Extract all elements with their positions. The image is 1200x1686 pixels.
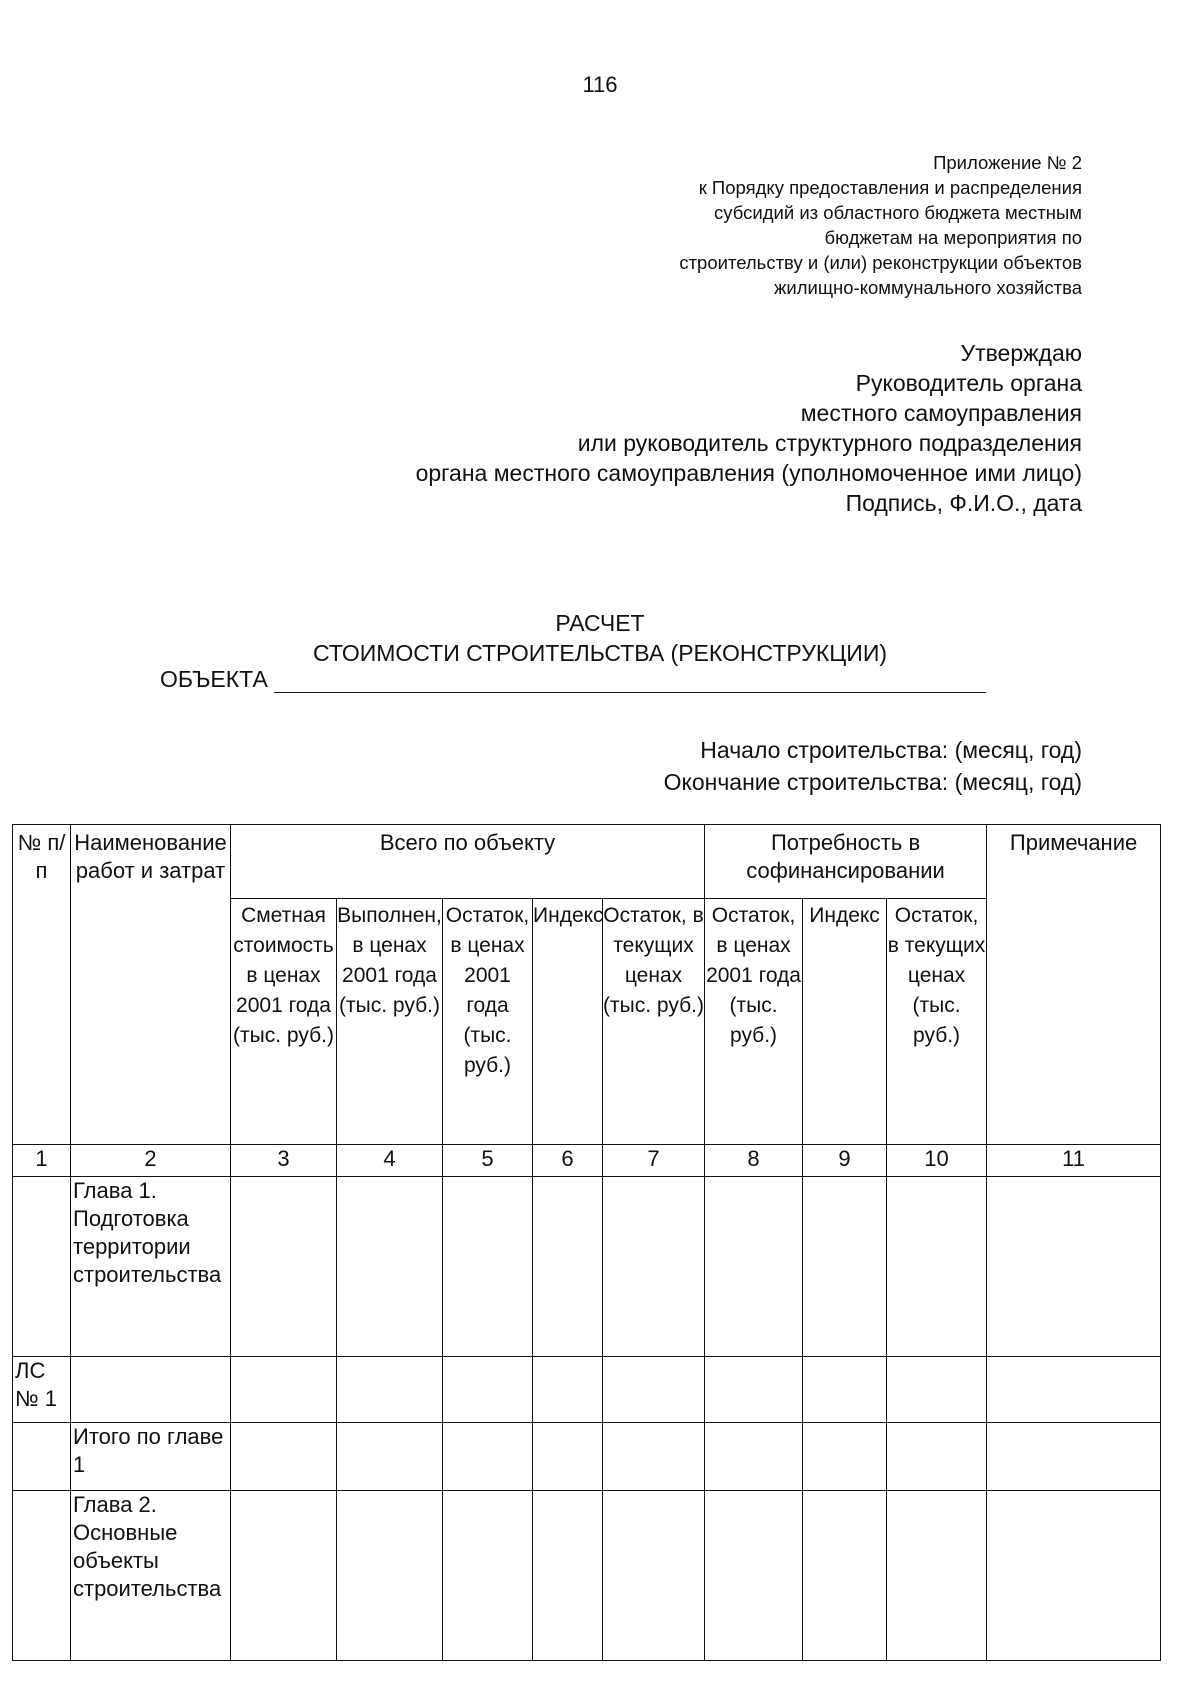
appendix-line: Приложение № 2: [933, 152, 1082, 173]
empty-cell: [231, 1357, 337, 1423]
table-row: [13, 1177, 1161, 1357]
empty-cell: [443, 1491, 533, 1661]
approval-line: или руководитель структурного подразделения: [577, 430, 1082, 456]
empty-cell: [443, 1423, 533, 1491]
column-number: 11: [987, 1145, 1161, 1177]
approval-line: Подпись, Ф.И.О., дата: [845, 490, 1082, 516]
empty-cell: [603, 1357, 705, 1423]
page-number: 116: [582, 72, 618, 97]
approval-line: Утверждаю: [960, 340, 1082, 366]
start-date-line: Начало строительства: (месяц, год): [700, 737, 1082, 763]
header-remainder-2001: Остаток, в ценах 2001 года (тыс. руб.): [443, 899, 533, 1145]
header-group-total: Всего по объекту: [231, 825, 705, 899]
end-date-line: Окончание строительства: (месяц, год): [663, 769, 1082, 795]
construction-dates: [664, 734, 1082, 798]
empty-cell: [337, 1177, 443, 1357]
column-number: 3: [231, 1145, 337, 1177]
empty-cell: [887, 1177, 987, 1357]
approval-line: местного самоуправления: [800, 400, 1082, 426]
title-line-1: РАСЧЕТ: [555, 610, 645, 636]
column-number: 2: [71, 1145, 231, 1177]
empty-cell: [231, 1177, 337, 1357]
empty-cell: [705, 1423, 803, 1491]
header-completed: Выполнен, в ценах 2001 года (тыс. руб.): [337, 899, 443, 1145]
empty-cell: [887, 1491, 987, 1661]
empty-cell: [803, 1423, 887, 1491]
row-name-cell: Итого по главе 1: [71, 1423, 231, 1491]
appendix-line: субсидий из областного бюджета местным: [714, 202, 1082, 223]
empty-cell: [443, 1357, 533, 1423]
empty-cell: [231, 1491, 337, 1661]
header-remainder-current: Остаток, в текущих ценах (тыс. руб.): [603, 899, 705, 1145]
header-note: Примечание: [987, 825, 1161, 1145]
header-estimated-cost: Сметная стоимость в ценах 2001 года (тыс. руб.): [231, 899, 337, 1145]
column-number: 7: [603, 1145, 705, 1177]
empty-cell: [533, 1423, 603, 1491]
empty-cell: [443, 1177, 533, 1357]
header-cofin-remainder-2001: Остаток, в ценах 2001 года (тыс. руб.): [705, 899, 803, 1145]
empty-cell: [533, 1177, 603, 1357]
column-number: 8: [705, 1145, 803, 1177]
row-number-cell: [13, 1491, 71, 1661]
appendix-line: строительству и (или) реконструкции объектов: [679, 252, 1082, 273]
appendix-line: к Порядку предоставления и распределения: [698, 177, 1082, 198]
empty-cell: [337, 1357, 443, 1423]
approval-line: органа местного самоуправления (уполномоченное ими лицо): [415, 460, 1082, 486]
empty-cell: [987, 1357, 1161, 1423]
header-num: № п/п: [13, 825, 71, 1145]
empty-cell: [887, 1423, 987, 1491]
object-name-line: [160, 666, 986, 693]
appendix-reference: [679, 150, 1082, 300]
column-number: 9: [803, 1145, 887, 1177]
document-title: [0, 608, 1200, 668]
row-number-cell: ЛС № 1: [13, 1357, 71, 1423]
row-name-cell: [71, 1357, 231, 1423]
empty-cell: [533, 1357, 603, 1423]
empty-cell: [803, 1357, 887, 1423]
empty-cell: [337, 1423, 443, 1491]
empty-cell: [603, 1491, 705, 1661]
object-name-blank: [274, 666, 986, 693]
header-group-cofinancing: Потребность в софинансировании: [705, 825, 987, 899]
column-number: 10: [887, 1145, 987, 1177]
object-label: ОБЪЕКТА: [160, 666, 268, 692]
column-number: 6: [533, 1145, 603, 1177]
approval-block: [416, 338, 1082, 518]
empty-cell: [533, 1491, 603, 1661]
header-row-1: [13, 825, 1161, 899]
header-cofin-index: Индекс: [803, 899, 887, 1145]
column-number-row: [13, 1145, 1161, 1177]
empty-cell: [705, 1357, 803, 1423]
table-row: [13, 1491, 1161, 1661]
empty-cell: [803, 1177, 887, 1357]
empty-cell: [337, 1491, 443, 1661]
table-row: [13, 1357, 1161, 1423]
empty-cell: [603, 1423, 705, 1491]
empty-cell: [705, 1177, 803, 1357]
table-row: [13, 1423, 1161, 1491]
row-name-cell: Глава 1. Подготовка территории строительства: [71, 1177, 231, 1357]
approval-line: Руководитель органа: [855, 370, 1082, 396]
empty-cell: [987, 1423, 1161, 1491]
header-name: Наименование работ и затрат: [71, 825, 231, 1145]
row-number-cell: [13, 1177, 71, 1357]
title-line-2: СТОИМОСТИ СТРОИТЕЛЬСТВА (РЕКОНСТРУКЦИИ): [312, 640, 888, 666]
empty-cell: [987, 1491, 1161, 1661]
column-number: 4: [337, 1145, 443, 1177]
appendix-line: жилищно-коммунального хозяйства: [773, 277, 1082, 298]
empty-cell: [887, 1357, 987, 1423]
header-index: Индекс: [533, 899, 603, 1145]
cost-calculation-table: [12, 824, 1161, 1661]
empty-cell: [803, 1491, 887, 1661]
empty-cell: [705, 1491, 803, 1661]
empty-cell: [231, 1423, 337, 1491]
row-number-cell: [13, 1423, 71, 1491]
empty-cell: [987, 1177, 1161, 1357]
row-name-cell: Глава 2. Основные объекты строительства: [71, 1491, 231, 1661]
header-cofin-remainder-current: Остаток, в текущих ценах (тыс. руб.): [887, 899, 987, 1145]
column-number: 1: [13, 1145, 71, 1177]
column-number: 5: [443, 1145, 533, 1177]
empty-cell: [603, 1177, 705, 1357]
appendix-line: бюджетам на мероприятия по: [824, 227, 1082, 248]
